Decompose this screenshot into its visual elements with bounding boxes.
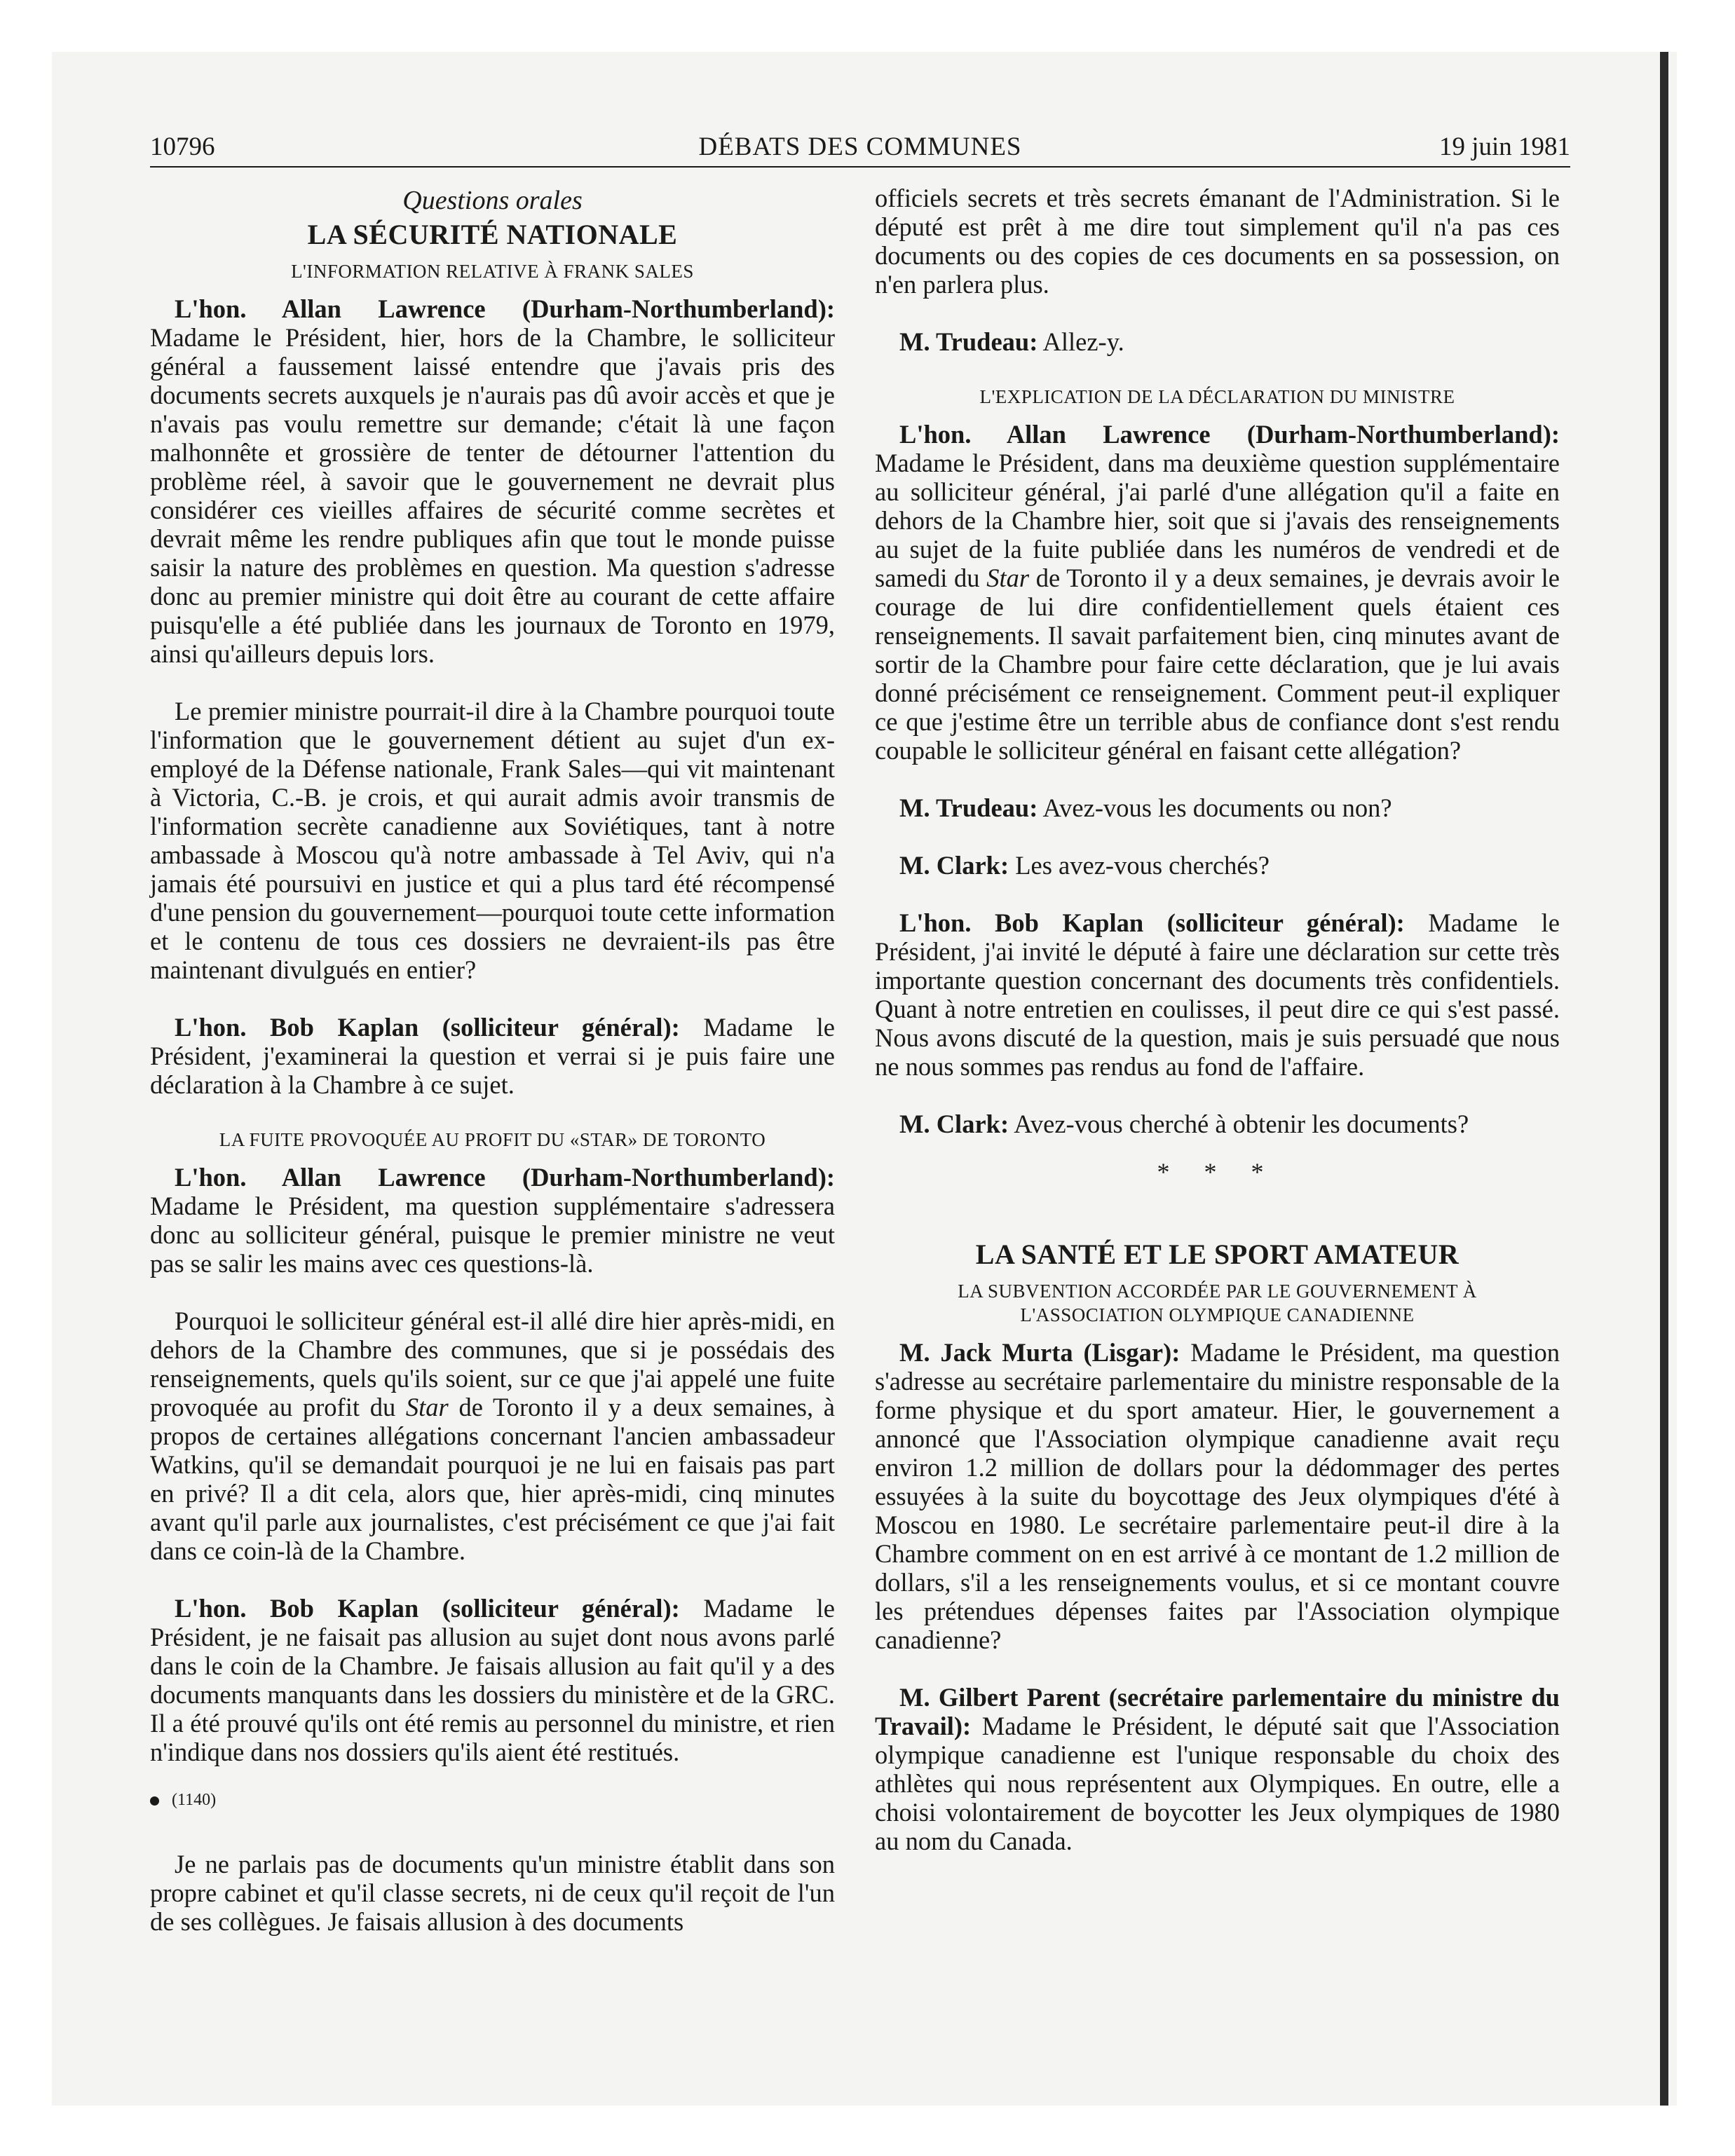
- paragraph-text: Madame le Président, ma question supplémentaire s'adressera donc au solliciteur général, puisque le premier ministre ne veut pas se salir les mains avec ces questions-là.: [150, 1192, 835, 1278]
- paragraph-text: Avez-vous les documents ou non?: [1042, 793, 1392, 822]
- subheading-minister-statement: L'EXPLICATION DE LA DÉCLARATION DU MINISTRE: [979, 386, 1455, 407]
- speaker-name: M. Clark:: [899, 1110, 1009, 1138]
- paragraph-text: Avez-vous cherché à obtenir les documents?: [1014, 1110, 1469, 1138]
- paragraph-text: Madame le Président, je ne faisait pas allusion au sujet dont nous avons parlé dans le coin de la Chambre. Je faisais allusion au fait qu'il y a des documents manquants dans les dossiers du ministère et de la GRC. Il a été prouvé qu'ils ont été remis au personnel du ministre, et rien n'indique dans nos dossiers qu'ils aient été restitués.: [150, 1594, 836, 1766]
- speaker-name: M. Gilbert Parent (secrétaire parlementaire du ministre du Travail):: [875, 1683, 1560, 1740]
- paragraph-text: Allez-y.: [1042, 327, 1124, 356]
- section-separator: * * *: [1157, 1158, 1278, 1186]
- paragraph-text: de Toronto il y a deux semaines, à propos de certaines allégations concernant l'ancien ambassadeur Watkins, qu'il se demandait pourquoi je ne lui en faisais pas part en privé? Il a dit cela, alors que, hier après-midi, cinq minutes avant qu'il parle aux journalistes, c'est précisément ce que j'ai fait dans ce coin-là de la Chambre.: [150, 1393, 835, 1565]
- paragraph-text: officiels secrets et très secrets émanant de l'Administration. Si le député est prêt à me dire tout simplement qu'il n'a pas ces documents ou des copies de ces documents en sa possession, on n'en parlera plus.: [875, 184, 1560, 299]
- right-column: [875, 184, 1560, 1884]
- paragraph: [875, 327, 1560, 356]
- speaker-name: L'hon. Bob Kaplan (solliciteur général):: [899, 908, 1405, 937]
- section-heading: LA SANTÉ ET LE SPORT AMATEUR: [975, 1239, 1460, 1270]
- timestamp-marker: [150, 1786, 835, 1815]
- paragraph-text: Madame le Président, dans ma deuxième question supplémentaire au solliciteur général, j'ai parlé d'une allégation qu'il a faite en dehors de la Chambre hier, soit que si j'avais des renseignements au sujet de la fuite publiée dans les numéros de vendredi et de samedi du: [875, 449, 1560, 592]
- issue-date: 19 juin 1981: [1438, 132, 1570, 161]
- subheading-olympic-grant: [875, 1279, 1560, 1327]
- paragraph-text: Pourquoi le solliciteur général est-il allé dire hier après-midi, en dehors de la Chambre des communes, que si je possédais des renseignements, quels qu'ils soient, sur ce que j'ai appelé une fuite provoquée au profit du: [150, 1306, 835, 1421]
- subheading-frank-sales: L'INFORMATION RELATIVE À FRANK SALES: [291, 261, 694, 282]
- subheading-line: LA SUBVENTION ACCORDÉE PAR LE GOUVERNEMENT À: [958, 1281, 1477, 1302]
- paragraph: [150, 1163, 835, 1278]
- speaker-name: M. Jack Murta (Lisgar):: [899, 1338, 1181, 1367]
- paragraph: [875, 1338, 1560, 1654]
- paragraph-text: Les avez-vous cherchés?: [1015, 851, 1270, 880]
- paragraph: [875, 420, 1560, 765]
- newspaper-title: Star: [986, 564, 1030, 592]
- paragraph: [150, 294, 835, 668]
- paragraph-text: Madame le Président, ma question s'adresse au secrétaire parlementaire du ministre responsable de la forme physique et du sport amateur. Hier, le gouvernement a annoncé que l'Association olympique canadienne avait reçu environ 1.2 million de dollars pour la dédommager des pertes essuyées à la suite du boycottage des Jeux olympiques d'été à Moscou en 1980. Le secrétaire parlementaire peut-il dire à la Chambre comment on en est arrivé à ce montant de 1.2 million de dollars, s'il a les renseignements voulus, et si ce montant couvre les prétendues dépenses faites par l'Association olympique canadienne?: [875, 1338, 1560, 1654]
- running-head: [150, 128, 1570, 166]
- newspaper-title: Star: [405, 1393, 449, 1421]
- speaker-name: L'hon. Allan Lawrence (Durham-Northumberland):: [175, 294, 835, 323]
- speaker-name: M. Trudeau:: [899, 327, 1038, 356]
- paragraph: [875, 1683, 1560, 1855]
- section-heading: LA SÉCURITÉ NATIONALE: [307, 219, 678, 250]
- paragraph: [150, 1306, 835, 1565]
- paragraph: [150, 1013, 835, 1099]
- subheading-line: L'ASSOCIATION OLYMPIQUE CANADIENNE: [1020, 1304, 1415, 1325]
- paragraph-text: Le premier ministre pourrait-il dire à la Chambre pourquoi toute l'information que le gouvernement détient au sujet d'un ex-employé de la Défense nationale, Frank Sales—qui vit maintenant à Victoria, C.-B. je crois, et qui aurait admis avoir transmis de l'information secrète canadienne aux Soviétiques, tant à notre ambassade à Moscou qu'à notre ambassade à Tel Aviv, qui n'a jamais été poursuivi en justice et qui a plus tard été récompensé d'une pension du gouvernement—pourquoi toute cette information et le contenu de tous ces dossiers ne devraient-ils pas être maintenant divulgués en entier?: [150, 697, 835, 984]
- speaker-name: M. Clark:: [899, 851, 1009, 880]
- speaker-name: M. Trudeau:: [899, 793, 1038, 822]
- speaker-name: L'hon. Bob Kaplan (solliciteur général):: [175, 1594, 680, 1623]
- paragraph: [875, 793, 1560, 822]
- paragraph-text: Je ne parlais pas de documents qu'un ministre établit dans son propre cabinet et qu'il classe secrets, ni de ceux qu'il reçoit de l'un de ses collègues. Je faisais allusion à des documents: [150, 1850, 835, 1936]
- paragraph: [875, 908, 1560, 1081]
- paragraph-text: Madame le Président, hier, hors de la Chambre, le solliciteur général a faussement laissé entendre que j'avais pris des documents secrets auxquels je n'aurais pas dû avoir accès et que je n'avais pas voulu remettre sur demande; c'était là une façon malhonnête et grossière de tenter de détourner l'attention du problème réel, à savoir que le gouvernement ne devrait plus considérer ces vieilles affaires de sécurité comme secrètes et devrait même les rendre publiques afin que tout le monde puisse saisir la nature des problèmes en question. Ma question s'adresse donc au premier ministre qui doit être au courant de cette affaire puisqu'elle a été publiée dans les journaux de Toronto en 1979, ainsi qu'ailleurs depuis lors.: [150, 323, 835, 668]
- paragraph: [150, 1850, 835, 1936]
- section-rubric: Questions orales: [402, 186, 583, 215]
- paragraph: [875, 1110, 1560, 1138]
- paragraph-text: Madame le Président, le député sait que l'Association olympique canadienne est l'unique responsable du choix des athlètes qui nous représentent aux Olympiques. En outre, elle a choisi volontairement de boycotter les Jeux olympiques de 1980 au nom du Canada.: [875, 1712, 1560, 1855]
- paragraph: [875, 851, 1560, 880]
- paragraph-text: Madame le Président, j'ai invité le député à faire une déclaration sur cette très importante question concernant des documents très confidentiels. Quant à notre entretien en coulisses, il peut dire ce qui s'est passé. Nous avons discuté de la question, mais je suis persuadé que nous ne nous sommes pas rendus au fond de l'affaire.: [875, 908, 1560, 1081]
- binding-edge: [1660, 52, 1668, 2106]
- publication-title: DÉBATS DES COMMUNES: [698, 132, 1022, 161]
- paragraph: [150, 1594, 835, 1766]
- speaker-name: L'hon. Allan Lawrence (Durham-Northumberland):: [175, 1163, 835, 1192]
- header-rule: [150, 166, 1570, 168]
- bullet-dot-icon: [150, 1796, 159, 1806]
- left-column: [150, 184, 835, 1965]
- timestamp: (1140): [172, 1791, 217, 1809]
- paragraph-text: de Toronto il y a deux semaines, je devrais avoir le courage de lui dire confidentiellement quels étaient ces renseignements. Il savait parfaitement bien, cinq minutes avant de sortir de la Chambre pour faire cette déclaration, que je lui avais donné précisément ce renseignement. Comment peut-il expliquer ce que j'estime être un terrible abus de confiance dont s'est rendu coupable le solliciteur général en faisant cette allégation?: [875, 564, 1560, 765]
- paragraph: [150, 697, 835, 984]
- speaker-name: L'hon. Bob Kaplan (solliciteur général):: [175, 1013, 680, 1042]
- subheading-star-leak: LA FUITE PROVOQUÉE AU PROFIT DU «STAR» DE TORONTO: [219, 1129, 766, 1150]
- paragraph: [875, 184, 1560, 299]
- page-number: 10796: [150, 132, 215, 161]
- paragraph-text: Madame le Président, j'examinerai la question et verrai si je puis faire une déclaration à la Chambre à ce sujet.: [150, 1013, 836, 1099]
- speaker-name: L'hon. Allan Lawrence (Durham-Northumberland):: [899, 420, 1560, 449]
